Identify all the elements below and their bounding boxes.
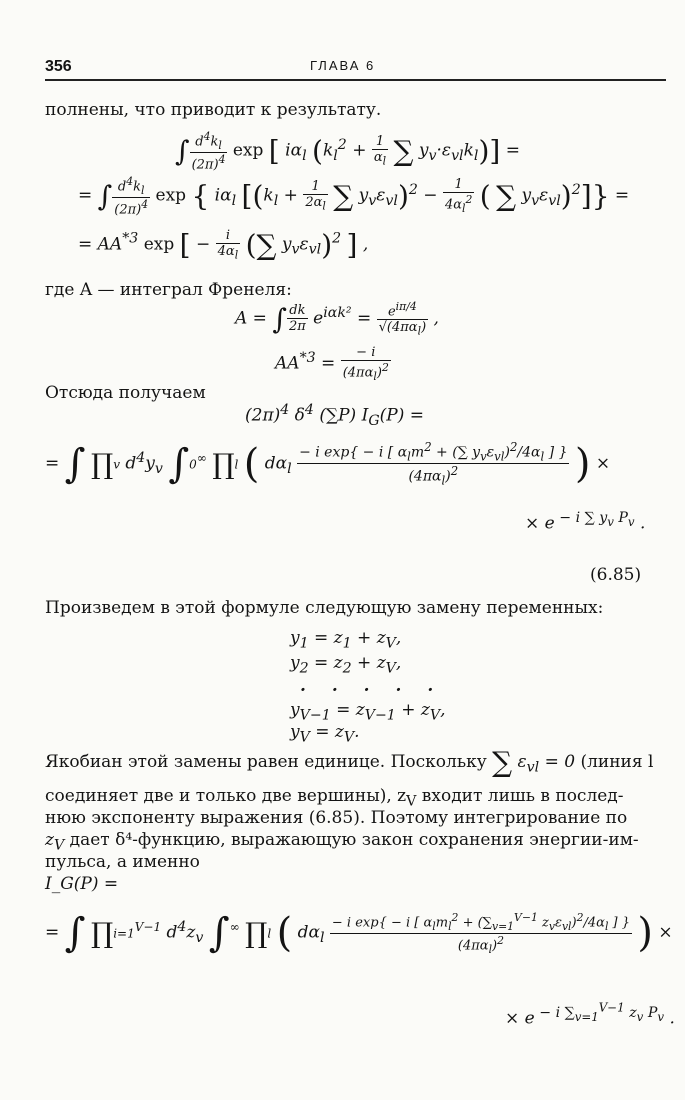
equation-line: $(2\pi)^4$ $\delta^4$ (∑P) $I_G(P)$ = <box>245 402 424 430</box>
paragraph-text: пульса, а именно <box>45 852 200 872</box>
paragraph-text: где A — интеграл Френеля: <box>45 280 292 300</box>
paragraph-text: полнены, что приводит к результату. <box>45 100 382 120</box>
equation-line: × e $^{- i \sum_{v=1}^{V-1} z_v P_v}$ . <box>505 1000 675 1029</box>
equation-line: = ∫ ∏v $d^4y_v$ ∫0∞ ∏l ( $d\alpha_l$ $\frac{- i \exp\{ - i [ \alpha_lm^2 + (\sum y_v\varepsilon_{vl})^2/4\alpha_l ] \}}{(4\pi\alpha_l)^2}$ ) × <box>45 440 611 488</box>
equation-line: = ∫ $\prod i=1^{V-1}$ $d^4z_v$ ∫∞ ∏l ( $d\alpha_l$ $\frac{- i \exp\{ - i [ \alpha_lm_l^2 + (\sum_{v=1}^{V-1} z_v\varepsilon_{vl})^2/4\alpha_l ] \}}{(4\pi\alpha_l)^2}$ ) × <box>45 910 673 956</box>
equation-line: $AA^{*3}$ = $\frac{- i}{(4\pi\alpha_l)^2}$ <box>275 345 389 383</box>
paragraph-text: Произведем в этой формуле следующую замену переменных: <box>45 598 604 618</box>
equation-line: ∫ $\frac{d^4k_l}{(2\pi)^4}$ exp [ $i\alpha_l$ ($k_l^2$ + $\frac{1}{\alpha_l}$ ∑ $y_v\cdot\varepsilon_{vl}k_l$)] = <box>175 130 520 173</box>
equation-line: $y_V = z_V$. <box>290 722 360 746</box>
equation-line: $y_2 = z_2 + z_V$, <box>290 653 402 677</box>
equation-line: A = ∫ $\frac{dk}{2\pi}$ $e^{i\alpha k^2}$ = $\frac{e^{i\pi/4}}{√(4\pi\alpha_l)}$ , <box>235 300 439 338</box>
chapter-title: ГЛАВА 6 <box>310 58 376 73</box>
page-number: 356 <box>45 58 72 75</box>
equation-number: (6.85) <box>590 565 642 585</box>
equation-line: . . . . . <box>300 676 444 696</box>
paragraph-text: Отсюда получаем <box>45 383 206 403</box>
equation-line: = ∫ $\frac{d^4k_l}{(2\pi)^4}$ exp { $i\alpha_l$ [($k_l$ + $\frac{1}{2\alpha_l}$ ∑ $y_v\varepsilon_{vl})^2$ − $\frac{1}{4\alpha_l^2}$ ( ∑ $y_v\varepsilon_{vl})^2$]} = <box>78 175 630 218</box>
equation-line: I_G(P) = <box>45 874 119 894</box>
paragraph-text: соединяет две и только две вершины), $z_V$ входит лишь в послед- <box>45 786 624 810</box>
paragraph-text: нюю экспоненту выражения (6.85). Поэтому интегрирование по <box>45 808 628 828</box>
equation-line: = $AA^{*3}$ exp [ − $\frac{i}{4\alpha_l}$ (∑ $y_v\varepsilon_{vl})^2$ ] , <box>78 228 369 262</box>
header-rule <box>45 79 666 81</box>
equation-line: × e $^{- i \sum y_v P_v}$ . <box>525 510 646 534</box>
paragraph-text: Якобиан этой замены равен единице. Поскольку ∑ $\varepsilon_{vl} = 0$ (линия l <box>45 745 654 779</box>
equation-line: $y_1 = z_1 + z_V$, <box>290 628 402 652</box>
paragraph-text: $z_V$ дает δ⁴-функцию, выражающую закон сохранения энергии-им- <box>45 830 639 854</box>
equation-line: $y_{V-1} = z_{V-1} + z_V$, <box>290 700 446 724</box>
